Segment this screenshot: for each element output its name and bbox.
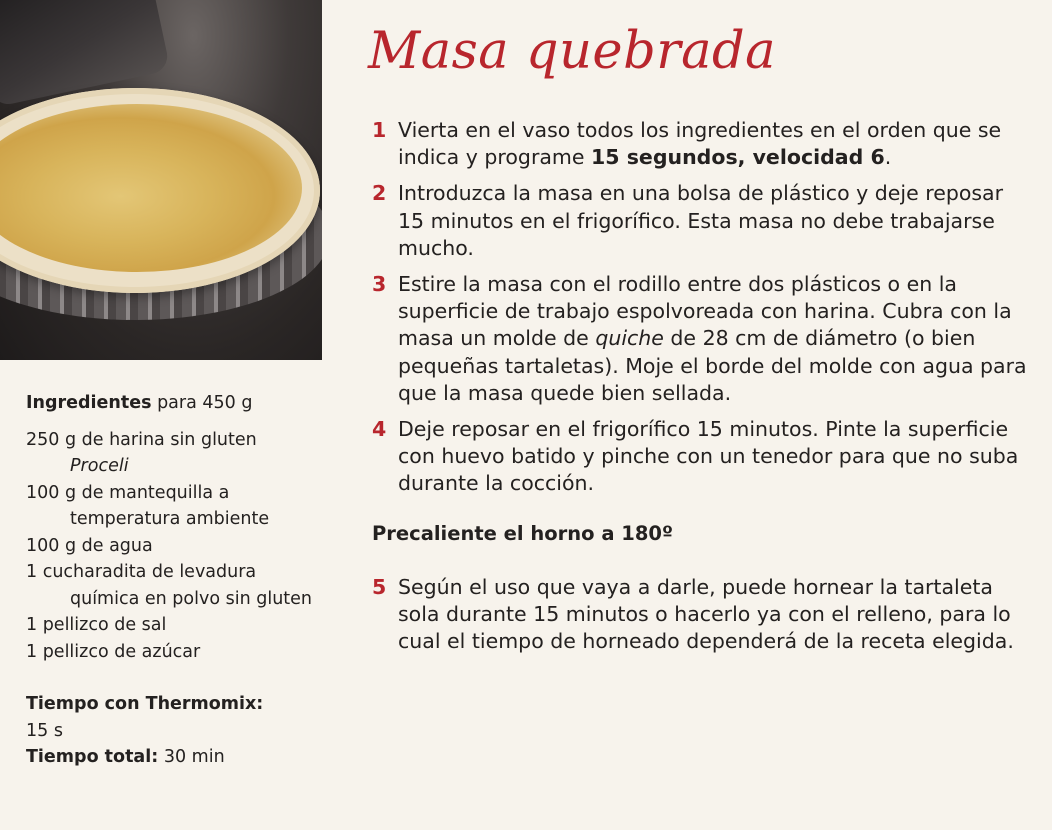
step-5: 5 Según el uso que vaya a darle, puede hornear la tartaleta sola durante 15 minutos o hacerlo ya con el relleno, para lo cual el tiempo de horneado dependerá de la receta elegida. xyxy=(372,574,1014,654)
total-time-label: Tiempo total: xyxy=(26,747,159,767)
ingredient-item: 250 g de harina sin gluten Proceli xyxy=(26,429,257,476)
ingredients-quantity: para 450 g xyxy=(157,393,253,413)
thermomix-time-value: 15 s xyxy=(26,720,63,741)
oven-note: Precaliente el horno a 180º xyxy=(372,521,673,545)
tart-photo xyxy=(0,0,322,360)
steps-panel xyxy=(372,117,1032,664)
ingredient-item: 1 pellizco de sal xyxy=(26,615,167,635)
step-emphasis: 15 segundos, velocidad 6 xyxy=(591,145,885,170)
thermomix-time-label: Tiempo con Thermomix: xyxy=(26,694,264,714)
step-1: 1 Vierta en el vaso todos los ingredientes en el orden que se indica y programe 15 segundos, velocidad 6. xyxy=(372,118,1002,170)
ingredient-item: 100 g de agua xyxy=(26,535,153,556)
ingredient-brand: Proceli xyxy=(70,456,129,476)
step-2: 2 Introduzca la masa en una bolsa de plástico y deje reposar 15 minutos en el frigorífico. Esta masa no debe trabajarse mucho. xyxy=(372,181,1004,260)
step-number: 1 xyxy=(372,118,387,142)
step-italic: quiche xyxy=(595,326,664,351)
step-number: 4 xyxy=(372,417,387,442)
total-time-value: 30 min xyxy=(163,747,225,767)
ingredients-list xyxy=(26,427,316,666)
ingredient-item: 1 cucharadita de levadura química en polvo sin gluten xyxy=(26,562,313,609)
recipe-title: Masa quebrada xyxy=(368,22,777,81)
ingredients-panel xyxy=(26,390,316,771)
step-number: 2 xyxy=(372,181,387,206)
step-3: 3 Estire la masa con el rodillo entre dos plásticos o en la superficie de trabajo espolvoreada con harina. Cubra con la masa un molde de quiche de 28 cm de diámetro (o bien pequeñas tartaletas). Moje el borde del molde con agua para que la masa quede bien sellada. xyxy=(372,272,1027,405)
step-number: 5 xyxy=(372,574,387,599)
step-number: 3 xyxy=(372,272,387,297)
step-4: 4 Deje reposar en el frigorífico 15 minutos. Pinte la superficie con huevo batido y pinche con un tenedor para que no suba durante la cocción. xyxy=(372,417,1019,496)
ingredient-item: 1 pellizco de azúcar xyxy=(26,641,201,662)
ingredients-label: Ingredientes xyxy=(26,393,152,413)
ingredient-item: 100 g de mantequilla a temperatura ambiente xyxy=(26,482,270,529)
times-block xyxy=(26,691,316,771)
ingredients-heading xyxy=(26,390,316,417)
